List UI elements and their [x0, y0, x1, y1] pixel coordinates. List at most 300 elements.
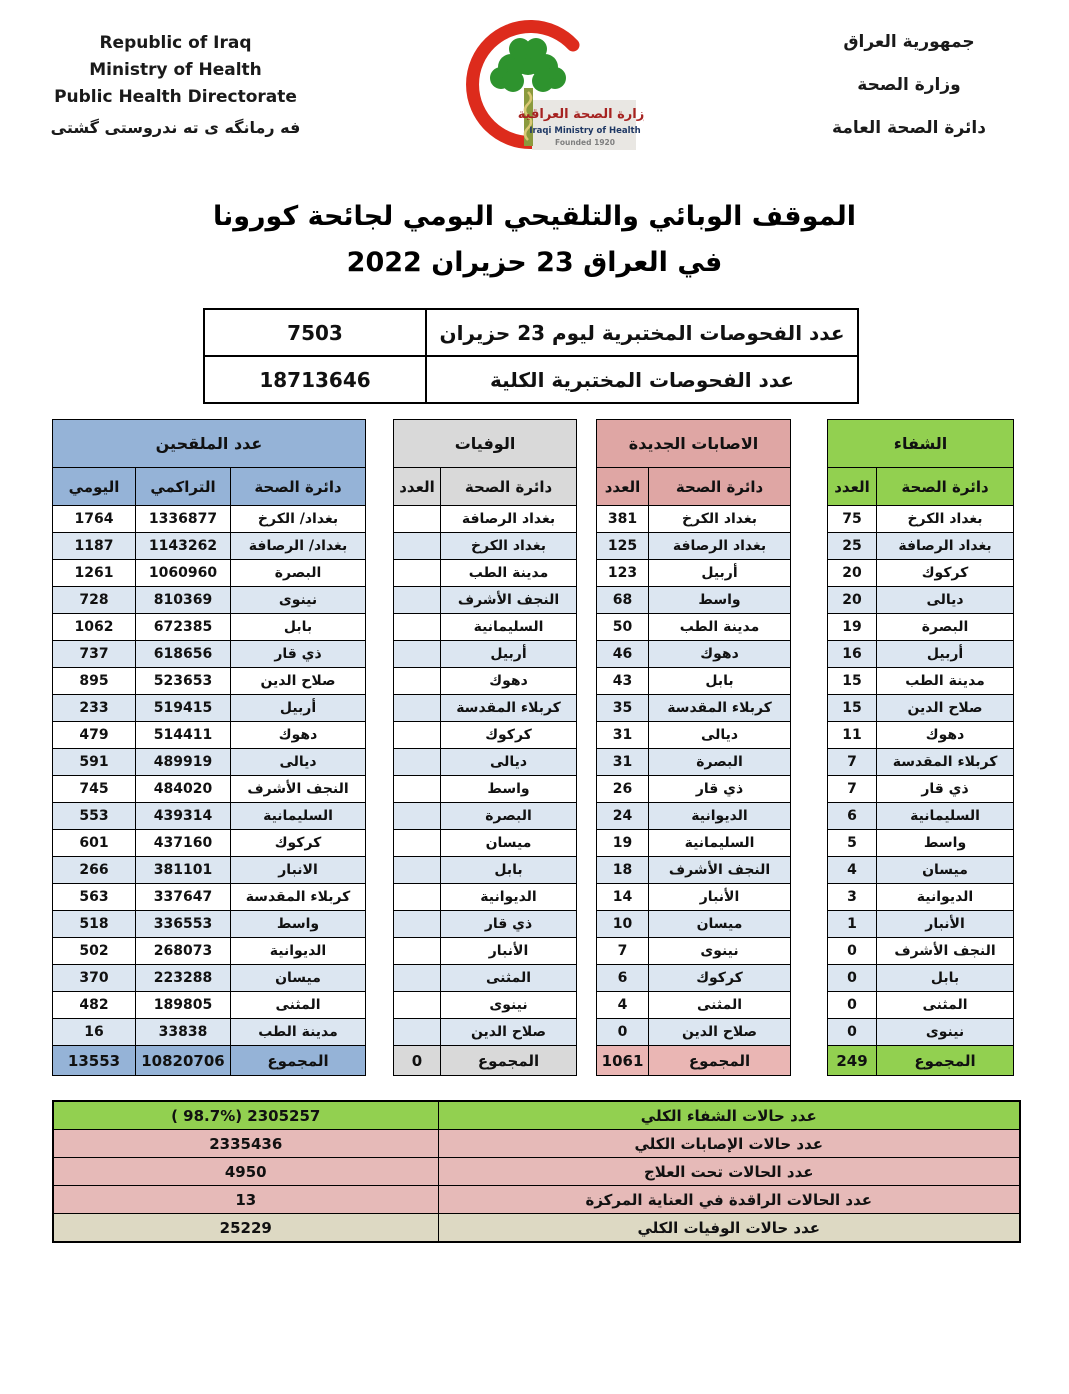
header-arabic-line: وزارة الصحة	[857, 75, 961, 95]
gap-cell	[577, 560, 597, 587]
gap-cell	[791, 533, 828, 560]
new-cases-directorate-cell: أربيل	[649, 560, 791, 587]
deaths-directorate-header: دائرة الصحة	[441, 468, 577, 506]
table-row	[53, 803, 1014, 830]
daily-tests-label: عدد الفحوصات المختبرية ليوم 23 حزيران	[426, 309, 858, 356]
vaccinated-directorate-cell: الانبار	[231, 857, 366, 884]
palm-tree-icon	[490, 38, 566, 92]
new-cases-count-header: العدد	[597, 468, 649, 506]
vaccinated-cumulative-cell: 489919	[136, 749, 231, 776]
vaccinated-cumulative-cell: 189805	[136, 992, 231, 1019]
section-title-row	[53, 420, 1014, 468]
vaccinated-cumulative-cell: 437160	[136, 830, 231, 857]
new-cases-directorate-cell: واسط	[649, 587, 791, 614]
deaths-count-cell	[394, 641, 441, 668]
deaths-directorate-cell: السليمانية	[441, 614, 577, 641]
gap-cell	[366, 803, 394, 830]
vaccinated-directorate-header: دائرة الصحة	[231, 468, 366, 506]
recovered-directorate-cell: بغداد الكرخ	[877, 506, 1014, 533]
new-cases-directorate-cell: ديالى	[649, 722, 791, 749]
deaths-count-total: 0	[394, 1046, 441, 1076]
new-cases-count-cell: 50	[597, 614, 649, 641]
gap-cell	[577, 587, 597, 614]
gap-cell	[366, 695, 394, 722]
gap-cell	[791, 614, 828, 641]
vaccinated-section-title: عدد الملقحين	[53, 420, 366, 468]
gap-cell	[791, 668, 828, 695]
deaths-directorate-cell: دهوك	[441, 668, 577, 695]
vaccinated-directorate-cell: الديوانية	[231, 938, 366, 965]
summary-label: عدد الحالات الراقدة في العناية المركزة	[438, 1186, 1020, 1214]
summary-value: ( 98.7%) 2305257	[53, 1101, 438, 1130]
table-row	[53, 1019, 1014, 1046]
deaths-directorate-cell: ذي قار	[441, 911, 577, 938]
vaccinated-directorate-cell: بغداد/ الرصافة	[231, 533, 366, 560]
gap-cell	[791, 420, 828, 468]
recovered-directorate-cell: البصرة	[877, 614, 1014, 641]
deaths-directorate-cell: كربلاء المقدسة	[441, 695, 577, 722]
vaccinated-daily-cell: 16	[53, 1019, 136, 1046]
new-cases-directorate-cell: دهوك	[649, 641, 791, 668]
new-cases-count-cell: 4	[597, 992, 649, 1019]
vaccinated-cumulative-cell: 268073	[136, 938, 231, 965]
summary-label: عدد الحالات تحت العلاج	[438, 1158, 1020, 1186]
vaccinated-daily-cell: 553	[53, 803, 136, 830]
vaccinated-cumulative-cell: 514411	[136, 722, 231, 749]
vaccinated-daily-cell: 479	[53, 722, 136, 749]
gap-cell	[366, 938, 394, 965]
vaccinated-daily-cell: 1261	[53, 560, 136, 587]
recovered-directorate-cell: السليمانية	[877, 803, 1014, 830]
deaths-count-cell	[394, 1019, 441, 1046]
vaccinated-cumulative-cell: 381101	[136, 857, 231, 884]
gap-cell	[791, 938, 828, 965]
new-cases-count-cell: 6	[597, 965, 649, 992]
gap-cell	[791, 830, 828, 857]
summary-value: 25229	[53, 1214, 438, 1243]
deaths-count-cell	[394, 803, 441, 830]
vaccinated-cumulative-cell: 337647	[136, 884, 231, 911]
logo-graphic	[432, 12, 644, 167]
gap-cell	[366, 560, 394, 587]
recovered-directorate-cell: بغداد الرصافة	[877, 533, 1014, 560]
vaccinated-daily-cell: 1062	[53, 614, 136, 641]
total-tests-value: 18713646	[204, 356, 426, 403]
header-kurdish-line: فه رمانگه ى ته ندروستى گشتى	[50, 118, 301, 137]
deaths-directorate-cell: بغداد الرصافة	[441, 506, 577, 533]
gap-cell	[577, 830, 597, 857]
gap-cell	[791, 803, 828, 830]
gap-cell	[366, 722, 394, 749]
recovered-directorate-cell: بابل	[877, 965, 1014, 992]
new-cases-directorate-cell: ميسان	[649, 911, 791, 938]
gap-cell	[577, 911, 597, 938]
deaths-count-cell	[394, 830, 441, 857]
table-row	[53, 533, 1014, 560]
deaths-directorate-cell: الديوانية	[441, 884, 577, 911]
vaccinated-cumulative-total: 10820706	[136, 1046, 231, 1076]
deaths-directorate-cell: البصرة	[441, 803, 577, 830]
vaccinated-directorate-cell: النجف الأشرف	[231, 776, 366, 803]
new-cases-directorate-cell: بغداد الرصافة	[649, 533, 791, 560]
recovered-count-cell: 0	[828, 992, 877, 1019]
new-cases-directorate-cell: كربلاء المقدسة	[649, 695, 791, 722]
vaccinated-daily-cell: 1764	[53, 506, 136, 533]
new-cases-count-total: 1061	[597, 1046, 649, 1076]
deaths-count-cell	[394, 884, 441, 911]
gap-cell	[577, 884, 597, 911]
gap-cell	[577, 938, 597, 965]
deaths-count-cell	[394, 992, 441, 1019]
recovered-count-cell: 25	[828, 533, 877, 560]
deaths-directorate-cell: ميسان	[441, 830, 577, 857]
header-arabic-line: دائرة الصحة العامة	[832, 118, 986, 138]
gap-cell	[366, 468, 394, 506]
table-row	[53, 992, 1014, 1019]
new-cases-directorate-cell: كركوك	[649, 965, 791, 992]
new-cases-count-cell: 46	[597, 641, 649, 668]
recovered-count-total: 249	[828, 1046, 877, 1076]
recovered-count-cell: 7	[828, 776, 877, 803]
gap-cell	[791, 749, 828, 776]
vaccinated-directorate-cell: المثنى	[231, 992, 366, 1019]
recovered-directorate-cell: النجف الأشرف	[877, 938, 1014, 965]
gap-cell	[791, 965, 828, 992]
deaths-count-cell	[394, 506, 441, 533]
header-english-line: Republic of Iraq	[99, 33, 252, 53]
gap-cell	[366, 668, 394, 695]
deaths-count-cell	[394, 587, 441, 614]
table-row	[53, 911, 1014, 938]
recovered-total-label: المجموع	[877, 1046, 1014, 1076]
gap-cell	[366, 992, 394, 1019]
gap-cell	[791, 776, 828, 803]
recovered-count-cell: 15	[828, 695, 877, 722]
deaths-directorate-cell: المثنى	[441, 965, 577, 992]
deaths-directorate-cell: بغداد الكرخ	[441, 533, 577, 560]
vaccinated-daily-header: اليومي	[53, 468, 136, 506]
deaths-directorate-cell: بابل	[441, 857, 577, 884]
gap-cell	[366, 965, 394, 992]
vaccinated-daily-cell: 745	[53, 776, 136, 803]
summary-label: عدد حالات الشفاء الكلي	[438, 1101, 1020, 1130]
vaccinated-cumulative-cell: 519415	[136, 695, 231, 722]
recovered-directorate-cell: ذي قار	[877, 776, 1014, 803]
vaccinated-daily-cell: 502	[53, 938, 136, 965]
gap-cell	[366, 533, 394, 560]
logo-english-name: Iraqi Ministry of Health	[529, 126, 641, 136]
vaccinated-directorate-cell: دهوك	[231, 722, 366, 749]
gap-cell	[366, 614, 394, 641]
vaccinated-cumulative-cell: 223288	[136, 965, 231, 992]
new-cases-directorate-cell: المثنى	[649, 992, 791, 1019]
new-cases-directorate-cell: الديوانية	[649, 803, 791, 830]
deaths-directorate-cell: كركوك	[441, 722, 577, 749]
vaccinated-cumulative-cell: 484020	[136, 776, 231, 803]
vaccinated-cumulative-cell: 523653	[136, 668, 231, 695]
new-cases-directorate-cell: البصرة	[649, 749, 791, 776]
new-cases-directorate-cell: النجف الأشرف	[649, 857, 791, 884]
vaccinated-directorate-cell: أربيل	[231, 695, 366, 722]
ministry-of-health-logo	[432, 12, 644, 167]
summary-value: 2335436	[53, 1130, 438, 1158]
table-row	[53, 884, 1014, 911]
summary-label: عدد حالات الإصابات الكلي	[438, 1130, 1020, 1158]
new-cases-count-cell: 0	[597, 1019, 649, 1046]
gap-cell	[577, 614, 597, 641]
deaths-directorate-cell: أربيل	[441, 641, 577, 668]
gap-cell	[577, 668, 597, 695]
deaths-count-cell	[394, 560, 441, 587]
new-cases-directorate-cell: الأنبار	[649, 884, 791, 911]
new-cases-total-label: المجموع	[649, 1046, 791, 1076]
gap-cell	[366, 587, 394, 614]
gap-cell	[791, 722, 828, 749]
gap-cell	[577, 468, 597, 506]
governorate-statistics-table	[52, 419, 1014, 1076]
deaths-section-title: الوفيات	[394, 420, 577, 468]
recovered-section-title: الشفاء	[828, 420, 1014, 468]
new-cases-directorate-cell: بغداد الكرخ	[649, 506, 791, 533]
gap-cell	[791, 1019, 828, 1046]
new-cases-directorate-cell: نينوى	[649, 938, 791, 965]
recovered-count-cell: 20	[828, 587, 877, 614]
vaccinated-daily-cell: 266	[53, 857, 136, 884]
table-row	[53, 857, 1014, 884]
recovered-count-cell: 1	[828, 911, 877, 938]
new-cases-count-cell: 26	[597, 776, 649, 803]
new-cases-directorate-header: دائرة الصحة	[649, 468, 791, 506]
gap-cell	[366, 641, 394, 668]
vaccinated-directorate-cell: مدينة الطب	[231, 1019, 366, 1046]
vaccinated-cumulative-cell: 672385	[136, 614, 231, 641]
gap-cell	[791, 468, 828, 506]
deaths-directorate-cell: صلاح الدين	[441, 1019, 577, 1046]
gap-cell	[791, 857, 828, 884]
new-cases-count-cell: 31	[597, 722, 649, 749]
header-english-line: Ministry of Health	[89, 60, 262, 80]
gap-cell	[366, 506, 394, 533]
vaccinated-daily-cell: 601	[53, 830, 136, 857]
new-cases-section-title: الاصابات الجديدة	[597, 420, 791, 468]
report-title-line2: في العراق 23 حزيران 2022	[346, 247, 723, 278]
summary-row	[53, 1130, 1020, 1158]
recovered-count-cell: 6	[828, 803, 877, 830]
report-title-line1: الموقف الوبائي والتلقيحي اليومي لجائحة كورونا	[212, 201, 857, 232]
recovered-count-cell: 4	[828, 857, 877, 884]
gap-cell	[577, 533, 597, 560]
new-cases-count-cell: 35	[597, 695, 649, 722]
new-cases-directorate-cell: بابل	[649, 668, 791, 695]
recovered-directorate-cell: مدينة الطب	[877, 668, 1014, 695]
recovered-count-cell: 0	[828, 1019, 877, 1046]
new-cases-count-cell: 24	[597, 803, 649, 830]
recovered-count-cell: 20	[828, 560, 877, 587]
gap-cell	[791, 884, 828, 911]
deaths-count-cell	[394, 938, 441, 965]
vaccinated-directorate-cell: ذي قار	[231, 641, 366, 668]
table-row	[53, 965, 1014, 992]
deaths-count-cell	[394, 722, 441, 749]
new-cases-count-cell: 31	[597, 749, 649, 776]
recovered-directorate-cell: ميسان	[877, 857, 1014, 884]
deaths-count-cell	[394, 857, 441, 884]
deaths-count-cell	[394, 668, 441, 695]
new-cases-count-cell: 123	[597, 560, 649, 587]
deaths-count-cell	[394, 749, 441, 776]
vaccinated-daily-total: 13553	[53, 1046, 136, 1076]
gap-cell	[366, 830, 394, 857]
total-tests-label: عدد الفحوصات المختبرية الكلية	[426, 356, 858, 403]
header-arabic-block	[799, 32, 1019, 161]
table-row	[53, 830, 1014, 857]
header-arabic-line: جمهورية العراق	[843, 32, 975, 52]
table-row	[53, 722, 1014, 749]
gap-cell	[791, 560, 828, 587]
recovered-directorate-cell: كربلاء المقدسة	[877, 749, 1014, 776]
recovered-count-cell: 0	[828, 938, 877, 965]
vaccinated-daily-cell: 482	[53, 992, 136, 1019]
table-row	[53, 587, 1014, 614]
deaths-count-cell	[394, 533, 441, 560]
vaccinated-daily-cell: 895	[53, 668, 136, 695]
deaths-count-cell	[394, 965, 441, 992]
table-row	[53, 506, 1014, 533]
table-row	[53, 938, 1014, 965]
gap-cell	[791, 911, 828, 938]
deaths-directorate-cell: نينوى	[441, 992, 577, 1019]
gap-cell	[791, 587, 828, 614]
new-cases-directorate-cell: صلاح الدين	[649, 1019, 791, 1046]
summary-label: عدد حالات الوفيات الكلي	[438, 1214, 1020, 1243]
deaths-count-cell	[394, 911, 441, 938]
vaccinated-directorate-cell: صلاح الدين	[231, 668, 366, 695]
header-english-block	[48, 30, 303, 141]
vaccinated-directorate-cell: نينوى	[231, 587, 366, 614]
table-row	[204, 309, 858, 356]
vaccinated-cumulative-cell: 1060960	[136, 560, 231, 587]
table-row	[204, 356, 858, 403]
table-row	[53, 560, 1014, 587]
vaccinated-cumulative-cell: 33838	[136, 1019, 231, 1046]
vaccinated-cumulative-cell: 618656	[136, 641, 231, 668]
recovered-directorate-cell: أربيل	[877, 641, 1014, 668]
recovered-directorate-cell: كركوك	[877, 560, 1014, 587]
recovered-directorate-cell: الأنبار	[877, 911, 1014, 938]
recovered-count-cell: 15	[828, 668, 877, 695]
table-row	[53, 695, 1014, 722]
recovered-count-header: العدد	[828, 468, 877, 506]
table-row	[53, 641, 1014, 668]
deaths-total-label: المجموع	[441, 1046, 577, 1076]
vaccinated-daily-cell: 563	[53, 884, 136, 911]
lab-tests-table	[203, 308, 859, 404]
deaths-directorate-cell: ديالى	[441, 749, 577, 776]
recovered-count-cell: 16	[828, 641, 877, 668]
new-cases-directorate-cell: السليمانية	[649, 830, 791, 857]
vaccinated-cumulative-cell: 1143262	[136, 533, 231, 560]
vaccinated-daily-cell: 728	[53, 587, 136, 614]
vaccinated-directorate-cell: ديالى	[231, 749, 366, 776]
summary-value: 13	[53, 1186, 438, 1214]
summary-row	[53, 1186, 1020, 1214]
summary-row	[53, 1101, 1020, 1130]
deaths-count-header: العدد	[394, 468, 441, 506]
gap-cell	[791, 992, 828, 1019]
gap-cell	[791, 641, 828, 668]
gap-cell	[577, 803, 597, 830]
daily-tests-value: 7503	[204, 309, 426, 356]
vaccinated-cumulative-cell: 439314	[136, 803, 231, 830]
new-cases-count-cell: 14	[597, 884, 649, 911]
gap-cell	[577, 749, 597, 776]
gap-cell	[577, 722, 597, 749]
summary-row	[53, 1214, 1020, 1243]
vaccinated-cumulative-cell: 810369	[136, 587, 231, 614]
gap-cell	[366, 911, 394, 938]
vaccinated-cumulative-cell: 1336877	[136, 506, 231, 533]
gap-cell	[791, 1046, 828, 1076]
gap-cell	[577, 1019, 597, 1046]
header-english-line: Public Health Directorate	[54, 87, 297, 107]
recovered-count-cell: 19	[828, 614, 877, 641]
deaths-directorate-cell: واسط	[441, 776, 577, 803]
table-row	[53, 668, 1014, 695]
vaccinated-cumulative-header: التراكمي	[136, 468, 231, 506]
vaccinated-daily-cell: 1187	[53, 533, 136, 560]
vaccinated-directorate-cell: كربلاء المقدسة	[231, 884, 366, 911]
gap-cell	[366, 420, 394, 468]
recovered-count-cell: 11	[828, 722, 877, 749]
vaccinated-directorate-cell: البصرة	[231, 560, 366, 587]
recovered-directorate-cell: المثنى	[877, 992, 1014, 1019]
gap-cell	[577, 420, 597, 468]
vaccinated-daily-cell: 737	[53, 641, 136, 668]
table-row	[53, 776, 1014, 803]
recovered-directorate-header: دائرة الصحة	[877, 468, 1014, 506]
gap-cell	[577, 776, 597, 803]
gap-cell	[366, 857, 394, 884]
gap-cell	[577, 1046, 597, 1076]
vaccinated-directorate-cell: ميسان	[231, 965, 366, 992]
recovered-count-cell: 5	[828, 830, 877, 857]
vaccinated-daily-cell: 370	[53, 965, 136, 992]
recovered-directorate-cell: الديوانية	[877, 884, 1014, 911]
vaccinated-daily-cell: 591	[53, 749, 136, 776]
new-cases-count-cell: 7	[597, 938, 649, 965]
gap-cell	[366, 884, 394, 911]
new-cases-count-cell: 43	[597, 668, 649, 695]
gap-cell	[366, 776, 394, 803]
summary-value: 4950	[53, 1158, 438, 1186]
recovered-count-cell: 3	[828, 884, 877, 911]
table-row	[53, 614, 1014, 641]
summary-row	[53, 1158, 1020, 1186]
recovered-directorate-cell: صلاح الدين	[877, 695, 1014, 722]
statistics-rows	[53, 506, 1014, 1076]
vaccinated-total-label: المجموع	[231, 1046, 366, 1076]
recovered-directorate-cell: نينوى	[877, 1019, 1014, 1046]
recovered-directorate-cell: دهوك	[877, 722, 1014, 749]
vaccinated-directorate-cell: بابل	[231, 614, 366, 641]
new-cases-count-cell: 68	[597, 587, 649, 614]
table-row	[53, 749, 1014, 776]
recovered-directorate-cell: واسط	[877, 830, 1014, 857]
logo-founded-line: Founded 1920	[555, 138, 615, 147]
totals-row	[53, 1046, 1014, 1076]
vaccinated-directorate-cell: بغداد/ الكرخ	[231, 506, 366, 533]
new-cases-count-cell: 381	[597, 506, 649, 533]
